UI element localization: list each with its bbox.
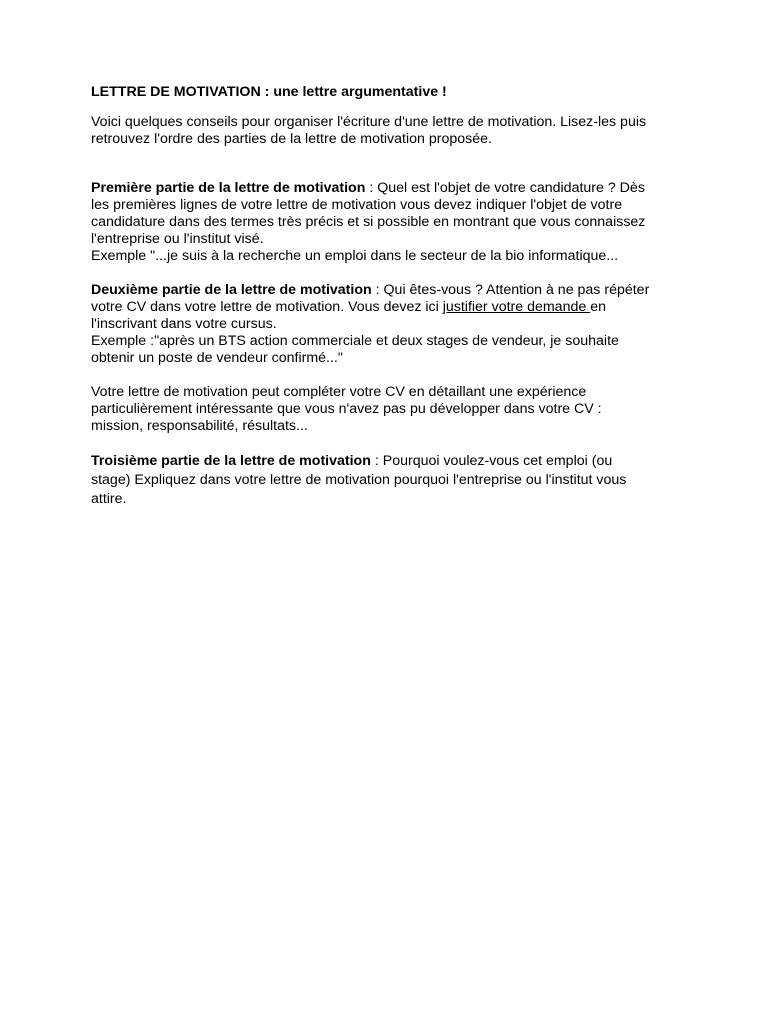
- part-3-line-2: stage) Expliquez dans votre lettre de motivation pourquoi l'entreprise ou l'institut vous: [91, 472, 627, 488]
- part-3-heading: Troisième partie de la lettre de motivation: [91, 453, 371, 469]
- cv-paragraph-line-3: mission, responsabilité, résultats...: [91, 418, 308, 434]
- cv-paragraph-line-1: Votre lettre de motivation peut compléter votre CV en détaillant une expérience: [91, 384, 587, 400]
- intro-paragraph: [91, 114, 691, 148]
- cv-paragraph-line-2: particulièrement intéressante que vous n'avez pas pu développer dans votre CV :: [91, 401, 602, 417]
- section-part-2: [91, 282, 691, 367]
- document-title: LETTRE DE MOTIVATION : une lettre argumentative !: [91, 84, 447, 100]
- section-part-1: [91, 180, 691, 265]
- part-1-line-2: les premières lignes de votre lettre de motivation vous devez indiquer l'objet de votre: [91, 197, 623, 213]
- part-1-heading: Première partie de la lettre de motivation: [91, 180, 366, 196]
- part-2-line-2: [91, 299, 691, 316]
- part-1-question: : Quel est l'objet de votre candidature ? Dès: [365, 180, 645, 196]
- part-2-example-line-2: obtenir un poste de vendeur confirmé...": [91, 350, 343, 366]
- part-2-question: : Qui êtes-vous ? Attention à ne pas répéter: [371, 282, 650, 298]
- part-2-first-line: [91, 282, 691, 299]
- part-1-first-line: [91, 180, 691, 197]
- part-2-line-3: l'inscrivant dans votre cursus.: [91, 316, 277, 332]
- part-3-question: : Pourquoi voulez-vous cet emploi (ou: [370, 453, 613, 469]
- part-3-line-3: attire.: [91, 491, 127, 507]
- intro-line-1: Voici quelques conseils pour organiser l'écriture d'une lettre de motivation. Lisez-les puis: [91, 114, 647, 130]
- underlined-phrase: justifier votre demande: [442, 299, 591, 315]
- cv-paragraph: [91, 384, 691, 435]
- part-1-line-4: l'entreprise ou l'institut visé.: [91, 231, 264, 247]
- part-2-line-2-start: votre CV dans votre lettre de motivation. Vous devez ici: [91, 299, 443, 315]
- part-1-line-3: candidature dans des termes très précis et si possible en montrant que vous connaissez: [91, 214, 646, 230]
- part-3-first-line: [91, 452, 691, 471]
- intro-line-2: retrouvez l'ordre des parties de la lettre de motivation proposée.: [91, 131, 492, 147]
- part-2-example-line-1: Exemple :"après un BTS action commerciale et deux stages de vendeur, je souhaite: [91, 333, 619, 349]
- part-2-heading: Deuxième partie de la lettre de motivation: [91, 282, 372, 298]
- part-1-example: Exemple "...je suis à la recherche un emploi dans le secteur de la bio informatique...: [91, 248, 619, 264]
- part-2-line-2-end: en: [590, 299, 606, 315]
- document-body: [91, 84, 691, 526]
- section-part-3: [91, 452, 691, 509]
